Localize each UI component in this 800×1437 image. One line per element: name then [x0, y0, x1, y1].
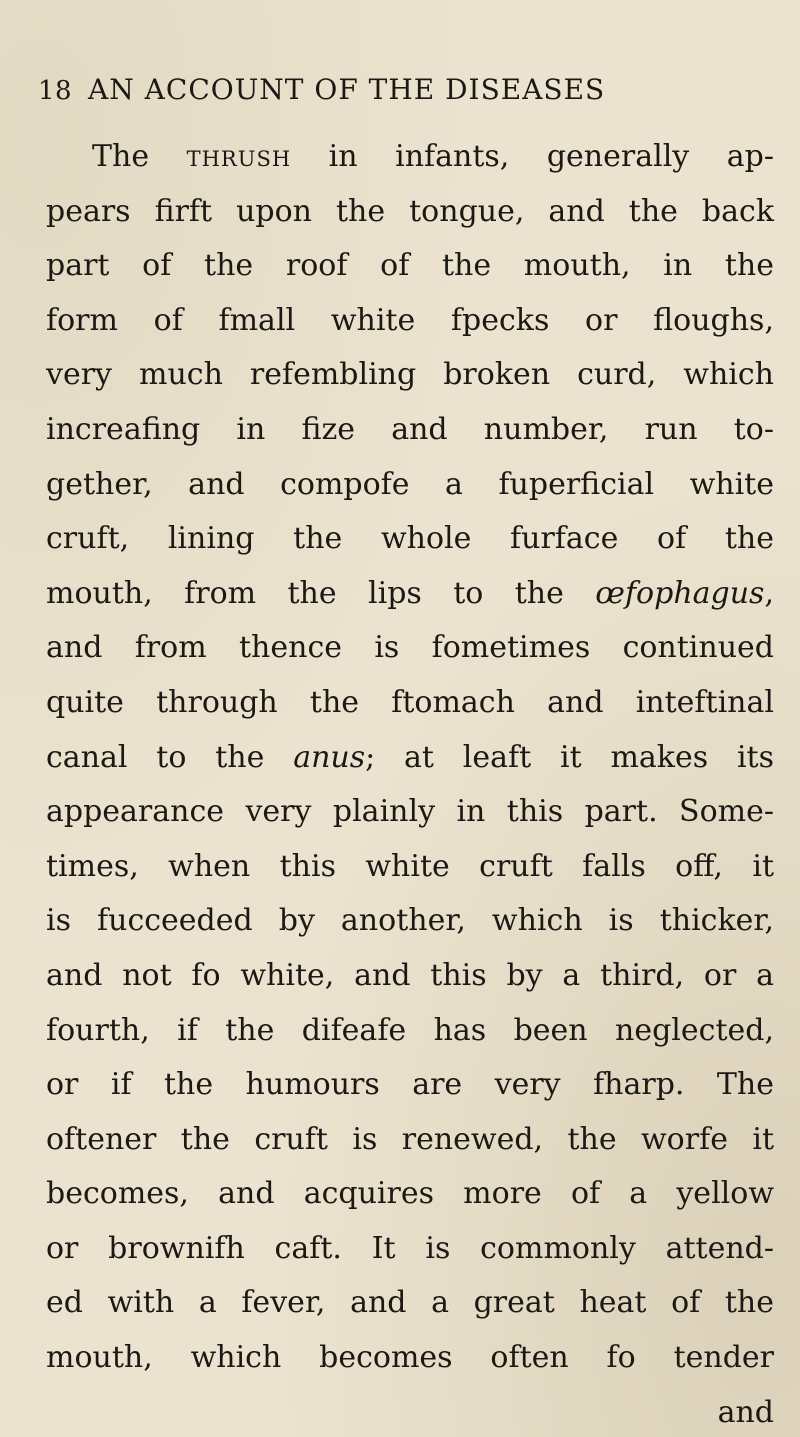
- text-line: appearance very plainly in this part. Some-: [46, 794, 774, 830]
- italic-term: œfophagus: [595, 575, 765, 611]
- running-head: [38, 72, 758, 112]
- text-line: ed with a fever, and a great heat of the: [46, 1285, 774, 1321]
- text-line: cruft, lining the whole furface of the: [46, 521, 774, 557]
- text-line: quite through the ftomach and inteftinal: [46, 684, 774, 720]
- text-line: mouth, from the lips to the œfophagus,: [46, 575, 774, 611]
- text-line: becomes, and acquires more of a yellow: [46, 1176, 774, 1212]
- body-text: [46, 130, 774, 1437]
- text-line: pears firft upon the tongue, and the back: [46, 193, 774, 229]
- text-line: form of fmall white fpecks or floughs,: [46, 302, 774, 338]
- text-line: part of the roof of the mouth, in the: [46, 248, 774, 284]
- text-line: and not fo white, and this by a third, or a: [46, 957, 774, 993]
- text-line: The thrush in infants, generally ap-: [92, 139, 774, 174]
- catchword: and: [717, 1394, 774, 1430]
- text-line: oftener the cruft is renewed, the worfe it: [46, 1121, 774, 1157]
- text-line: gether, and compofe a fuperficial white: [46, 466, 774, 502]
- text-line: and from thence is fometimes continued: [46, 630, 774, 666]
- italic-term: anus: [293, 739, 366, 775]
- small-caps-term: thrush: [186, 139, 292, 174]
- text-line: fourth, if the difeafe has been neglected,: [46, 1012, 774, 1048]
- text-line: is fucceeded by another, which is thicker,: [46, 903, 774, 939]
- text-line: mouth, which becomes often fo tender: [46, 1340, 774, 1376]
- text-line: increafing in fize and number, run to-: [46, 411, 774, 447]
- text-line: or if the humours are very fharp. The: [46, 1067, 774, 1103]
- text-line: times, when this white cruft falls off, it: [46, 848, 774, 884]
- text-line: very much refembling broken curd, which: [46, 357, 774, 393]
- text-line: or brownifh caft. It is commonly attend-: [46, 1230, 774, 1266]
- running-title: AN ACCOUNT OF THE DISEASES: [88, 73, 606, 106]
- text-line: canal to the anus; at leaft it makes its: [46, 739, 774, 775]
- page-number: 18: [38, 76, 73, 106]
